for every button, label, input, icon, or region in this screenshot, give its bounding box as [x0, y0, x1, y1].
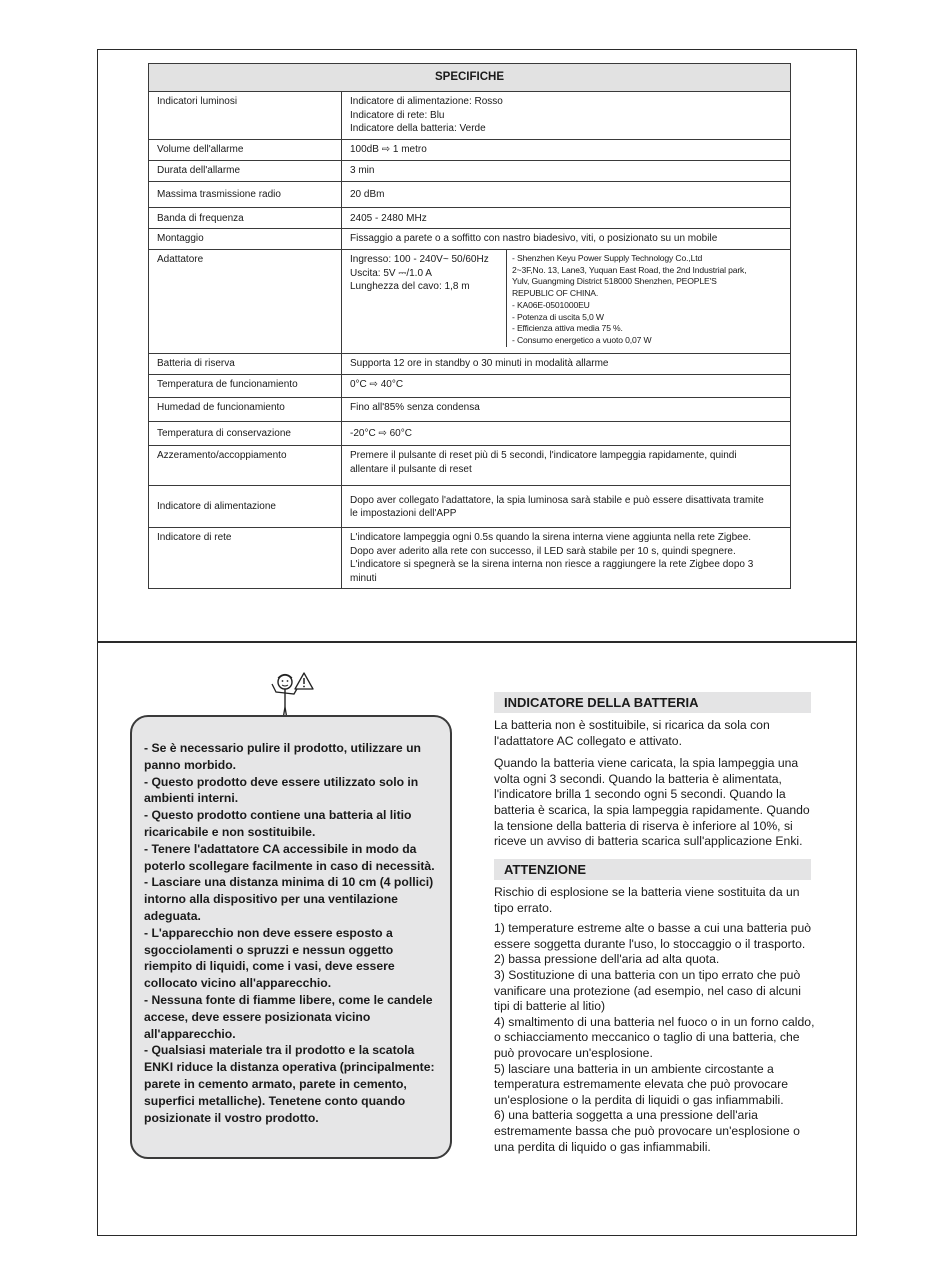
spec-value: Fino all'85% senza condensa: [342, 398, 791, 422]
list-item: 3) Sostituzione di una batteria con un tipo errato che può vanificare una protezione (ad esempio, nel caso di alcuni tipi di batterie al litio): [494, 967, 801, 1014]
paragraph: Quando la batteria viene caricata, la spia lampeggia una volta ogni 3 secondi. Quando la batteria è alimentata, l'indicatore brilla 1 secondo ogni 5 secondi. Quando la batteria è scarica, la spia lampeggia rapidamente. Quando la tensione della batteria di riserva è inferiore al 10%, si riceve un avviso di batteria scarica sull'applicazione Enki.: [494, 756, 810, 849]
spec-label: Indicatore di rete: [149, 528, 342, 589]
table-row: [149, 161, 791, 182]
spec-value-line: Indicatore di alimentazione: Rosso: [350, 96, 503, 107]
spec-value-line: L'indicatore si spegnerà se la sirena interna non riesce a raggiungere la rete Zigbee dopo 3: [350, 559, 754, 570]
spec-label: Adattatore: [149, 250, 342, 354]
spec-label: Durata dell'allarme: [149, 161, 342, 182]
table-row: [149, 375, 791, 398]
caution-item: - Se è necessario pulire il prodotto, utilizzare un panno morbido.: [144, 741, 421, 772]
caution-item: - L'apparecchio non deve essere esposto a sgocciolamenti o spruzzi e nessun oggetto riempito di liquidi, come i vasi, deve essere collocato vicino all'apparecchio.: [144, 925, 395, 991]
spec-label: Temperatura di conservazione: [149, 422, 342, 446]
spec-value: -20°C ⇨ 60°C: [342, 422, 791, 446]
spec-value: 2405 - 2480 MHz: [342, 208, 791, 229]
caution-item: - Questo prodotto deve essere utilizzato solo in ambienti interni.: [144, 774, 419, 806]
table-row: [149, 182, 791, 208]
spec-value: [342, 528, 791, 589]
spec-label: Indicatori luminosi: [149, 92, 342, 140]
spec-value-line: - Shenzhen Keyu Power Supply Technology Co.,Ltd: [512, 253, 703, 263]
spec-value: 100dB ⇨ 1 metro: [342, 140, 791, 161]
spec-value-line: allentare il pulsante di reset: [350, 463, 472, 475]
spec-value: [342, 250, 791, 354]
spec-value-line: L'indicatore lampeggia ogni 0.5s quando la sirena interna viene aggiunta nella rete Zigbee.: [350, 532, 752, 543]
spec-value-line: Yulv, Guangming District 518000 Shenzhen, PEOPLE'S: [512, 276, 717, 287]
attention-section-title: ATTENZIONE: [494, 859, 811, 880]
spec-label: Azzeramento/accoppiamento: [149, 446, 342, 486]
spec-table-body: [149, 92, 791, 589]
spec-label: Montaggio: [149, 229, 342, 250]
caution-item: - Nessuna fonte di fiamme libere, come le candele accese, deve essere posizionata vicino all'apparecchio.: [144, 992, 433, 1041]
battery-section-text: [494, 718, 816, 857]
spec-label: Banda di frequenza: [149, 208, 342, 229]
attention-section-text: [494, 885, 816, 1155]
table-row: [149, 354, 791, 375]
caution-item: - Qualsiasi materiale tra il prodotto e la scatola ENKI riduce la distanza operativa (principalmente: parete in cemento armato, parete in cemento, superfici metalliche). Tenetene conto quando posizionate il vostro prodotto.: [144, 1043, 435, 1125]
spec-value-line: Dopo aver aderito alla rete con successo, il LED sarà stabile per 10 s, quindi spegnere.: [350, 545, 736, 557]
spec-table: [148, 63, 791, 589]
table-row: [149, 250, 791, 354]
table-row: [149, 140, 791, 161]
table-row: [149, 92, 791, 140]
spec-value: [342, 446, 791, 486]
spec-value: [342, 486, 791, 528]
spec-value-line: Lunghezza del cavo: 1,8 m: [350, 281, 470, 292]
spec-value-line: Uscita: 5V ⎓/1.0 A: [350, 267, 432, 279]
adapter-manufacturer: [506, 250, 782, 347]
spec-value: 3 min: [342, 161, 791, 182]
table-row: [149, 528, 791, 589]
table-row: [149, 398, 791, 422]
safety-caution-box: [130, 715, 452, 1159]
spec-value-line: Indicatore di rete: Blu: [350, 109, 445, 121]
spec-value-line: le impostazioni dell'APP: [350, 508, 457, 519]
list-item: 1) temperature estreme alte o basse a cui una batteria può essere soggetta durante l'uso, lo stoccaggio o il trasporto.: [494, 921, 812, 951]
spec-value-line: - Consumo energetico a vuoto 0,07 W: [512, 334, 652, 345]
table-row: [149, 486, 791, 528]
spec-value-line: Ingresso: 100 - 240V~ 50/60Hz: [350, 254, 489, 265]
paragraph: La batteria non è sostituibile, si ricarica da sola con l'adattatore AC collegato e attivato.: [494, 718, 770, 748]
spec-value: Fissaggio a parete o a soffitto con nastro biadesivo, viti, o posizionato su un mobile: [342, 229, 791, 250]
spec-value: 0°C ⇨ 40°C: [342, 375, 791, 398]
spec-label: Humedad de funcionamiento: [149, 398, 342, 422]
spec-label: Temperatura de funcionamiento: [149, 375, 342, 398]
list-item: 4) smaltimento di una batteria nel fuoco o in un forno caldo, o schiacciamento meccanico o taglio di una batteria, che può provocare un'esplosione.: [494, 1014, 815, 1060]
spec-value: 20 dBm: [342, 182, 791, 208]
spec-label: Volume dell'allarme: [149, 140, 342, 161]
spec-value-line: Indicatore della batteria: Verde: [350, 123, 486, 134]
adapter-grid: [350, 253, 782, 345]
spec-table-title: SPECIFICHE: [149, 64, 791, 92]
list-item: 2) bassa pressione dell'aria ad alta quota.: [494, 952, 720, 967]
spec-value-line: REPUBLIC OF CHINA.: [512, 288, 599, 299]
spec-value: [342, 92, 791, 140]
spec-label: Massima trasmissione radio: [149, 182, 342, 208]
table-row: [149, 422, 791, 446]
spec-value-line: minuti: [350, 572, 377, 584]
caution-item: - Tenere l'adattatore CA accessibile in modo da poterlo scollegare facilmente in caso di necessità.: [144, 841, 435, 873]
spec-label: Batteria di riserva: [149, 354, 342, 375]
caution-item: - Questo prodotto contiene una batteria al litio ricaricabile e non sostituibile.: [144, 808, 412, 839]
table-row: [149, 229, 791, 250]
paragraph: Rischio di esplosione se la batteria viene sostituita da un tipo errato.: [494, 885, 800, 915]
spec-value-line: Premere il pulsante di reset più di 5 secondi, l'indicatore lampeggia rapidamente, quindi: [350, 450, 737, 461]
caution-item: - Lasciare una distanza minima di 10 cm (4 pollici) intorno alla dispositivo per una ventilazione adeguata.: [144, 875, 434, 923]
table-row: [149, 208, 791, 229]
list-item: 6) una batteria soggetta a una pressione dell'aria estremamente bassa che può provocare un'esplosione o una perdita di liquido o gas infiammabili.: [494, 1108, 800, 1154]
spec-value: Supporta 12 ore in standby o 30 minuti in modalità allarme: [342, 354, 791, 375]
spec-label: Indicatore di alimentazione: [149, 486, 342, 528]
battery-section-title: INDICATORE DELLA BATTERIA: [494, 692, 811, 713]
spec-value-line: Dopo aver collegato l'adattatore, la spia luminosa sarà stabile e può essere disattivata tramite: [350, 494, 764, 506]
spec-value-line: - Potenza di uscita 5,0 W: [512, 311, 604, 322]
spec-value-line: - Efficienza attiva media 75 %.: [512, 323, 623, 334]
spec-value-line: - KA06E-0501000EU: [512, 299, 590, 310]
list-item: 5) lasciare una batteria in un ambiente circostante a temperatura estremamente elevata che può provocare un'esplosione o la perdita di liquidi o gas infiammabili.: [494, 1061, 789, 1107]
spec-value-line: 2~3F,No. 13, Lane3, Yuquan East Road, the 2nd Industrial park,: [512, 264, 747, 275]
table-row: [149, 446, 791, 486]
adapter-electrical: [350, 253, 506, 345]
